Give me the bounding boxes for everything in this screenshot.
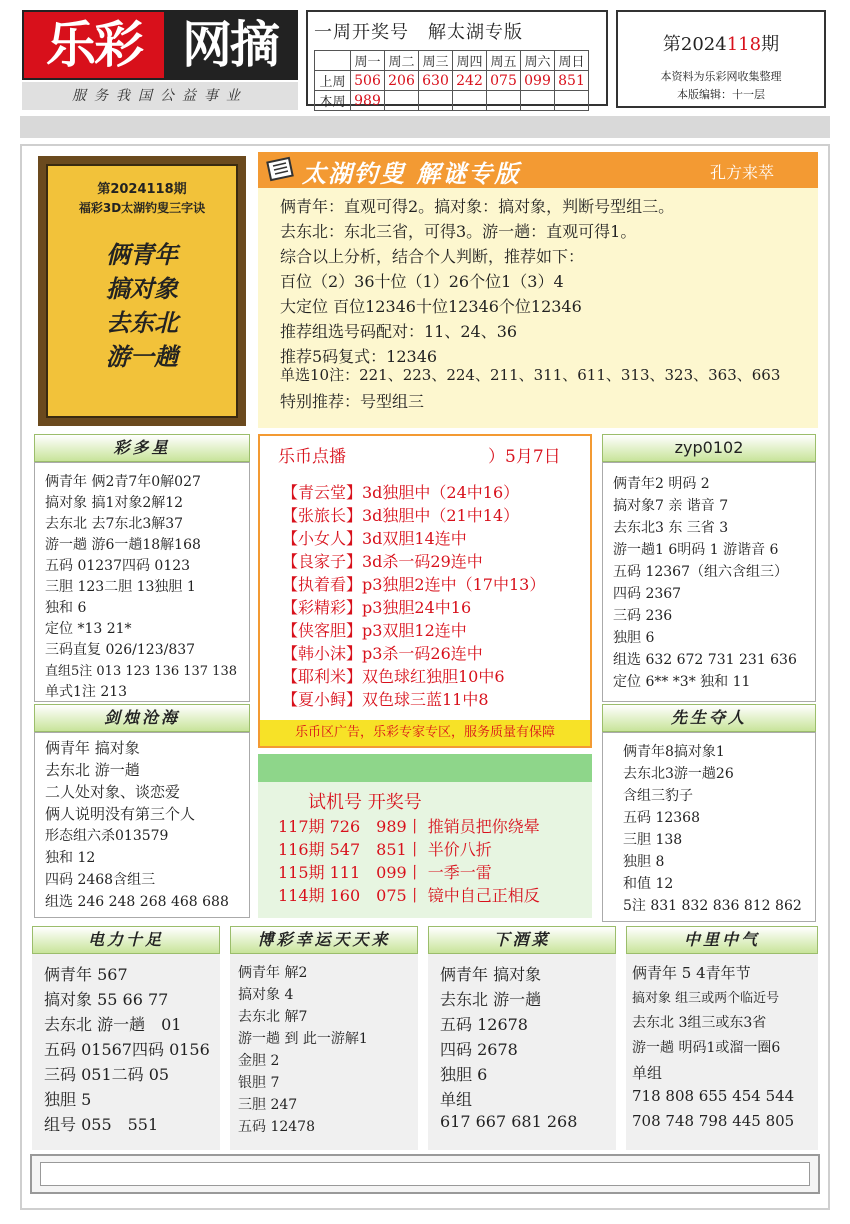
draw-number: 242 (453, 71, 487, 91)
panel-line: 银胆 7 (238, 1075, 280, 1091)
draw-number: 851 (555, 71, 589, 91)
trial-number-title: 试机号 开奖号 (308, 792, 422, 813)
panel-line: 四码 2678 (440, 1040, 518, 1059)
panel-line: 俩青年2 明码 2 (613, 476, 710, 492)
lebi-item: 【执着看】p3独胆2连中（17中13） (282, 575, 546, 594)
lebi-item: 【张旅长】3d独胆中（21中14） (282, 506, 520, 525)
panel-line: 搞对象 搞1对象2解12 (45, 495, 184, 511)
panel-line: 五码 01237四码 0123 (45, 558, 191, 574)
panel-line: 五码 01567四码 0156 (44, 1040, 210, 1059)
panel-line: 游一趟 游6一趟18解168 (45, 537, 201, 553)
lebi-item: 【青云堂】3d独胆中（24中16） (282, 483, 520, 502)
panel-line: 五码 12367（组六含组三） (613, 564, 788, 580)
panel-line: 俩青年8搞对象1 (623, 744, 725, 760)
panel-line: 三码 236 (613, 608, 673, 624)
lebi-ad: 乐币区广告，乐彩专家专区，服务质量有保障 (260, 720, 590, 746)
trial-row: 116期 547 851丨 半价八折 (278, 840, 492, 859)
taihu-byline: 孔方来萃 (710, 163, 775, 182)
panel-title: zyp0102 (602, 434, 816, 462)
lebi-item: 【夏小鲟】双色球三蓝11中8 (282, 690, 489, 709)
weekly-results-box (306, 10, 608, 110)
dianli-panel (32, 926, 220, 1150)
day-header: 周六 (521, 51, 555, 71)
draw-number (487, 91, 521, 111)
footer-bar (30, 1154, 820, 1194)
day-header: 周一 (351, 51, 385, 71)
panel-line: 三码直复 026/123/837 (45, 642, 196, 658)
panel-line: 独胆 8 (623, 854, 665, 870)
weekly-results-title: 一周开奖号 解太湖专版 (314, 22, 523, 43)
analysis-line: 俩青年：直观可得2。搞对象：搞对象，判断号型组三。 (280, 197, 675, 216)
panel-line: 去东北 3组三或东3省 (632, 1015, 767, 1031)
draw-number (385, 91, 419, 111)
plaque-issue: 第2024118期 (97, 182, 187, 197)
panel-line: 俩青年 搞对象 (45, 739, 140, 757)
draw-number (419, 91, 453, 111)
panel-line: 俩青年 解2 (238, 965, 308, 981)
panel-line: 独胆 6 (440, 1065, 488, 1084)
day-header: 周日 (555, 51, 589, 71)
panel-title: 博彩幸运天天来 (230, 926, 418, 954)
panel-title: 先生夺人 (602, 704, 816, 732)
jianzhu-panel (34, 704, 250, 918)
panel-line: 搞对象7 亲 谐音 7 (613, 498, 729, 514)
panel-line: 五码 12478 (238, 1119, 315, 1135)
lebi-item: 【侠客胆】p3双胆12连中 (282, 621, 467, 640)
panel-line: 搞对象 4 (238, 987, 294, 1003)
panel-line: 四码 2468含组三 (45, 872, 156, 888)
draw-number (555, 91, 589, 111)
trial-row: 115期 111 099丨 一季一雷 (278, 863, 492, 882)
verse-line: 去东北 (106, 308, 178, 337)
zhongli-panel (626, 926, 818, 1150)
panel-line: 二人处对象、谈恋爱 (45, 783, 181, 801)
panel-line: 俩人说明没有第三个人 (45, 805, 196, 823)
trial-number-panel (258, 782, 592, 918)
draw-number: 989 (351, 91, 385, 111)
scroll-icon (266, 156, 296, 184)
taihu-banner (258, 152, 818, 188)
analysis-line: 大定位 百位12346十位12346个位12346 (280, 297, 582, 316)
panel-line: 三胆 247 (238, 1097, 298, 1113)
xiajiu-panel (428, 926, 616, 1150)
panel-line: 金胆 2 (238, 1053, 280, 1069)
panel-line: 去东北 解7 (238, 1009, 308, 1025)
lebi-item: 【耶利米】双色球红独胆10中6 (282, 667, 505, 686)
analysis-line: 单选10注：221、223、224、211、311、611、313、323、363、663 (280, 366, 781, 384)
taihu-analysis (258, 188, 818, 428)
analysis-line: 百位（2）36十位（1）26个位1（3）4 (280, 272, 564, 291)
panel-line: 俩青年 5 4青年节 (632, 964, 751, 982)
analysis-line: 综合以上分析，结合个人判断，推荐如下： (280, 247, 585, 266)
panel-line: 单式1注 213 (45, 684, 128, 700)
analysis-line: 特别推荐：号型组三 (280, 392, 425, 411)
lebi-item: 【韩小沫】p3杀一码26连中 (282, 644, 483, 663)
panel-title: 电力十足 (32, 926, 220, 954)
day-header: 周三 (419, 51, 453, 71)
analysis-line: 推荐5码复式：12346 (280, 347, 438, 366)
lebi-panel (258, 434, 592, 748)
panel-line: 去东北3 东 三省 3 (613, 520, 729, 536)
panel-line: 单组 (440, 1090, 473, 1109)
panel-line: 独和 12 (45, 850, 96, 866)
panel-line: 组选 632 672 731 231 636 (613, 652, 797, 668)
panel-line: 游一趟 到 此一游解1 (238, 1031, 368, 1047)
panel-line: 定位 *13 21* (45, 621, 132, 637)
panel-line: 三码 051二码 05 (44, 1065, 170, 1084)
caiduoxing-panel (34, 434, 250, 702)
panel-line: 含组三豹子 (623, 788, 693, 804)
panel-line: 三胆 123二胆 13独胆 1 (45, 579, 196, 595)
issue-note: 本资料为乐彩网收集整理 (660, 70, 782, 83)
row-label: 上周 (315, 71, 351, 91)
panel-line: 和值 12 (623, 876, 674, 892)
slogan: 服务我国公益事业 (22, 82, 298, 110)
panel-line: 俩青年 567 (44, 965, 128, 984)
panel-line: 去东北3游一趟26 (623, 766, 734, 782)
logo-text-right: 网摘 (164, 12, 296, 78)
panel-title: 下酒菜 (428, 926, 616, 954)
panel-line: 搞对象 组三或两个临近号 (632, 991, 780, 1006)
panel-line: 718 808 655 454 544 (632, 1087, 795, 1105)
panel-line: 单组 (632, 1064, 663, 1082)
lebi-date: ）5月7日 (488, 447, 561, 467)
panel-line: 617 667 681 268 (440, 1112, 578, 1131)
day-header: 周二 (385, 51, 419, 71)
panel-line: 直组5注 013 123 136 137 138 (45, 664, 237, 679)
taihu-title: 太湖钓叟 解谜专版 (302, 159, 521, 188)
draw-number: 630 (419, 71, 453, 91)
day-header: 周四 (453, 51, 487, 71)
panel-line: 独和 6 (45, 600, 87, 616)
logo (22, 10, 298, 80)
trial-row: 117期 726 989丨 推销员把你绕晕 (278, 817, 540, 836)
editor-note: 本版编辑：十一层 (677, 88, 765, 101)
trial-number-header-bar (258, 754, 592, 782)
panel-line: 定位 6** *3* 独和 11 (613, 674, 751, 690)
lebi-item: 【彩精彩】p3独胆24中16 (282, 598, 472, 617)
day-header: 周五 (487, 51, 521, 71)
panel-line: 独胆 6 (613, 630, 655, 646)
row-label: 本周 (315, 91, 351, 111)
lebi-item: 【小女人】3d双胆14连中 (282, 529, 467, 548)
verse-plaque (38, 156, 246, 426)
verse-line: 搞对象 (106, 274, 178, 303)
divider-bar (20, 116, 830, 138)
logo-text-left: 乐彩 (46, 16, 142, 74)
footer-inner (40, 1162, 810, 1186)
panel-title: 剑烛沧海 (34, 704, 250, 732)
bocai-panel (230, 926, 418, 1150)
analysis-line: 推荐组选号码配对：11、24、36 (280, 322, 518, 341)
panel-line: 五码 12678 (440, 1015, 528, 1034)
weekly-results-table (314, 50, 589, 111)
verse-line: 俩青年 (106, 240, 178, 269)
draw-number: 099 (521, 71, 555, 91)
panel-title: 中里中气 (626, 926, 818, 954)
draw-number: 206 (385, 71, 419, 91)
zyp-panel (602, 434, 816, 702)
panel-line: 五码 12368 (623, 810, 700, 826)
lebi-title: 乐币点播 (278, 447, 346, 467)
issue-box (616, 10, 826, 108)
panel-line: 5注 831 832 836 812 862 (623, 898, 802, 914)
panel-line: 去东北 游一趟 (45, 761, 140, 779)
panel-line: 形态组六杀013579 (45, 828, 169, 844)
verse-line: 游一趟 (106, 342, 178, 371)
panel-line: 去东北 游一趟 01 (44, 1015, 182, 1034)
lebi-item: 【良家子】3d杀一码29连中 (282, 552, 483, 571)
panel-line: 去东北 游一趟 (440, 990, 542, 1009)
issue-number: 第2024118期 (662, 34, 780, 55)
draw-number (521, 91, 555, 111)
draw-number: 506 (351, 71, 385, 91)
panel-line: 708 748 798 445 805 (632, 1112, 795, 1130)
panel-line: 去东北 去7东北3解37 (45, 516, 184, 532)
draw-number: 075 (487, 71, 521, 91)
panel-line: 组选 246 248 268 468 688 (45, 894, 229, 910)
plaque-subtitle: 福彩3D太湖钓叟三字诀 (78, 201, 206, 215)
panel-line: 四码 2367 (613, 586, 682, 602)
trial-row: 114期 160 075丨 镜中自己正相反 (278, 886, 540, 905)
panel-line: 组号 055 551 (44, 1115, 159, 1134)
panel-line: 独胆 5 (44, 1090, 92, 1109)
panel-line: 俩青年 搞对象 (440, 965, 542, 984)
panel-line: 俩青年 俩2青7年0解027 (45, 474, 201, 490)
panel-title: 彩多星 (34, 434, 250, 462)
draw-number (453, 91, 487, 111)
panel-line: 游一趟1 6明码 1 游谐音 6 (613, 542, 779, 558)
panel-line: 游一趟 明码1或溜一圈6 (632, 1040, 781, 1056)
xiansheng-panel (602, 704, 816, 922)
panel-line: 搞对象 55 66 77 (44, 990, 169, 1009)
analysis-line: 去东北：东北三省，可得3。游一趟：直观可得1。 (280, 222, 637, 241)
panel-line: 三胆 138 (623, 832, 683, 848)
